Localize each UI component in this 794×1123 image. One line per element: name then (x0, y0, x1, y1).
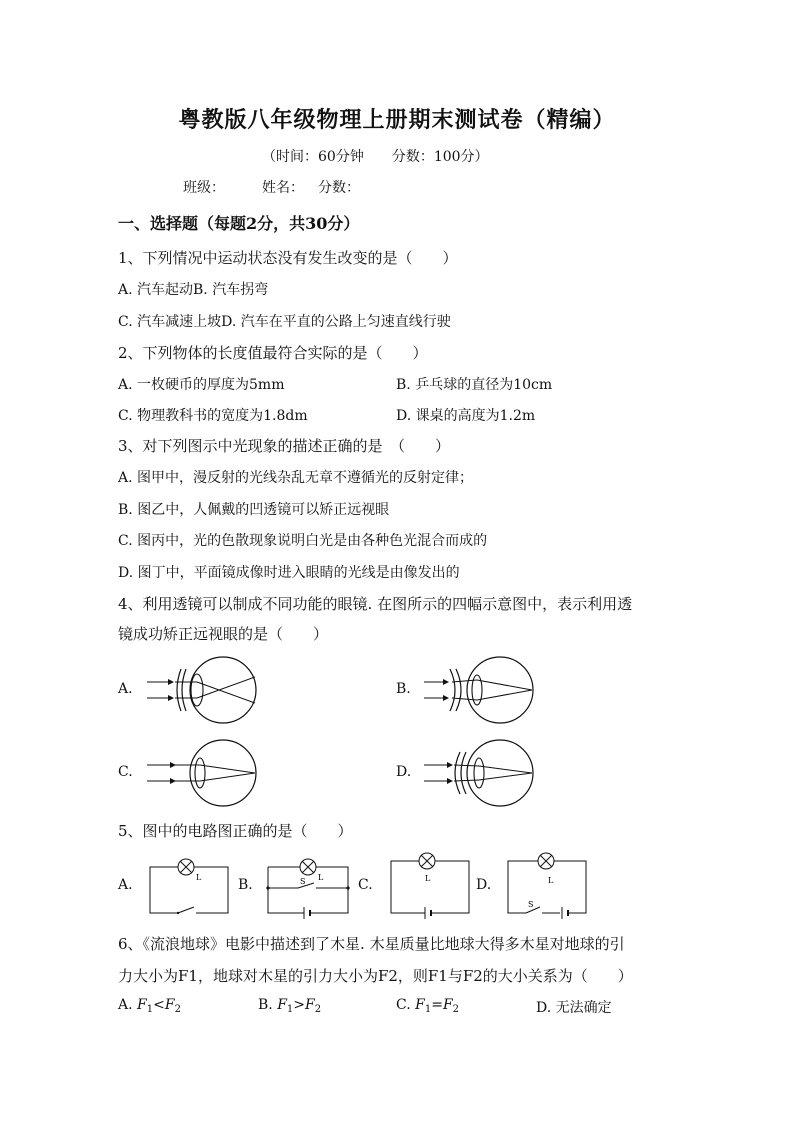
question-6-option-b: B. $F_1>F_2$ (258, 997, 322, 1015)
question-1-stem: 1、下列情况中运动状态没有发生改变的是（ ） (118, 249, 458, 267)
question-6-stem-line2: 力大小为F1，地球对木星的引力大小为F2，则F1与F2的大小关系为（ ） (118, 967, 633, 985)
question-4-stem-line1: 4、利用透镜可以制成不同功能的眼镜. 在图所示的四幅示意图中，表示利用透 (118, 595, 633, 613)
question-2-option-a: A. 一枚硬币的厚度为5mm (118, 377, 285, 393)
eye-diagram-b (422, 655, 542, 725)
circuit-diagram-b (266, 855, 350, 917)
class-label: 班级： (183, 180, 225, 196)
question-6-option-d: D. 无法确定 (536, 1000, 612, 1016)
question-2-option-c: C. 物理教科书的宽度为1.8dm (118, 408, 308, 424)
question-3-stem: 3、对下列图示中光现象的描述正确的是 （ ） (118, 437, 451, 455)
page-title: 粤教版八年级物理上册期末测试卷（精编） (178, 107, 616, 133)
question-4-label-c: C. (118, 764, 133, 780)
question-2-option-d: D. 课桌的高度为1.2m (396, 408, 536, 424)
circuit-b-switch-label: S (300, 877, 306, 886)
circuit-b-lamp-label: L (318, 873, 324, 882)
question-6-stem-line1: 6、《流浪地球》电影中描述到了木星. 木星质量比地球大得多木星对地球的引 (118, 935, 625, 953)
question-4-label-d: D. (396, 764, 412, 780)
question-1-option-cd: C. 汽车减速上坡D. 汽车在平直的公路上匀速直线行驶 (118, 314, 451, 330)
question-2-option-b: B. 乒乓球的直径为10cm (396, 377, 553, 393)
circuit-c-lamp-label: L (425, 874, 431, 883)
circuit-d-switch-label: S (528, 900, 534, 909)
eye-diagram-c (145, 738, 265, 808)
question-4-label-b: B. (396, 681, 411, 697)
question-6-option-a: A. $F_1<F_2$ (118, 997, 181, 1015)
question-4-stem-line2: 镜成功矫正远视眼的是（ ） (118, 625, 329, 643)
question-5-label-d: D. (476, 877, 492, 893)
question-5-stem: 5、图中的电路图正确的是（ ） (118, 822, 353, 840)
name-label: 姓名： (262, 180, 304, 196)
exam-time-score: （时间：60分钟 分数：100分） (262, 149, 489, 165)
question-3-option-c: C. 图丙中，光的色散现象说明白光是由各种色光混合而成的 (118, 533, 488, 549)
question-3-option-a: A. 图甲中，漫反射的光线杂乱无章不遵循光的反射定律； (118, 470, 474, 486)
question-5-label-c: C. (358, 877, 373, 893)
question-6-option-c: C. $F_1=F_2$ (396, 997, 460, 1015)
question-5-label-b: B. (238, 877, 253, 893)
score-label: 分数： (318, 180, 360, 196)
section-heading: 一、选择题（每题2分，共30分） (118, 214, 360, 233)
question-5-label-a: A. (118, 877, 133, 893)
circuit-diagram-c (389, 855, 471, 917)
eye-diagram-a (145, 655, 265, 725)
question-3-option-d: D. 图丁中，平面镜成像时进入眼睛的光线是由像发出的 (118, 565, 460, 581)
circuit-d-lamp-label: L (548, 876, 554, 885)
question-3-option-b: B. 图乙中，人佩戴的凹透镜可以矫正远视眼 (118, 502, 390, 518)
eye-diagram-d (422, 738, 542, 808)
question-4-label-a: A. (118, 681, 133, 697)
question-1-option-ab: A. 汽车起动B. 汽车拐弯 (118, 282, 269, 298)
circuit-diagram-d (506, 855, 588, 917)
circuit-diagram-a (148, 855, 230, 917)
circuit-a-lamp-label: L (196, 873, 202, 882)
question-2-stem: 2、下列物体的长度值最符合实际的是（ ） (118, 344, 428, 362)
